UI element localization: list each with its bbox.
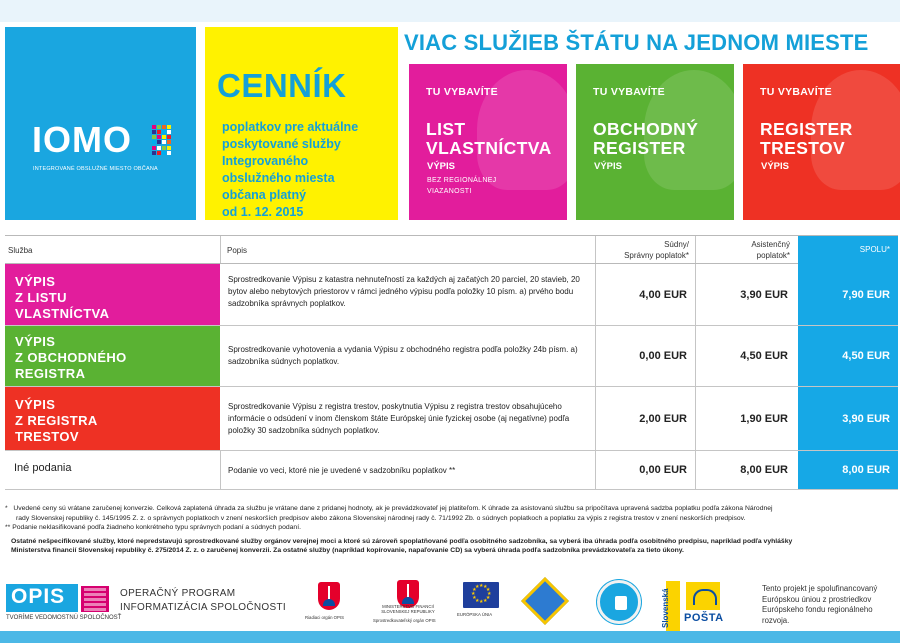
eu-star-icon: ★: [475, 597, 480, 604]
iomo-logo-block: [5, 27, 196, 220]
tile-title-line: LIST: [426, 119, 466, 139]
tile-subtitle: VÝPIS: [427, 161, 455, 172]
header-court-fee-line: Správny poplatok*: [624, 251, 689, 260]
ack-line: Európskou úniou z prostriedkov: [762, 594, 872, 604]
header-total: SPOLU*: [798, 236, 898, 264]
assist-fee-value: 3,90 EUR: [740, 289, 788, 301]
footnote-2: ** Podanie neklasifikované podľa žiadneho konkrétneho typu správnych podaní a súdnych podaní.: [5, 524, 301, 532]
subtitle-line: poplatkov pre aktuálne: [222, 120, 359, 134]
mosaic-square: [162, 151, 166, 155]
header-assist-fee-line: Asistenčný: [751, 240, 790, 249]
service-name: [5, 387, 220, 450]
mosaic-square: [152, 135, 156, 139]
mosaic-square: [157, 130, 161, 134]
mosaic-square: [152, 146, 156, 150]
divider: [695, 326, 696, 386]
other-services-note: [5, 537, 895, 556]
opis-caption: TVORÍME VEDOMOSTNÚ SPOLOČNOSŤ: [6, 615, 122, 621]
footnote-1: * Uvedené ceny sú vrátane zaručenej konverzie. Celková zaplatená úhrada za službu je vrátane dane z pridanej hodnoty, ak je prevádzkovateľ jej platiteľom. K úhrade za asistovanú službu sa pripočítava upravená sadzba poplatku podľa zákona Národnej: [5, 505, 773, 512]
op-line: INFORMATIZÁCIA SPOLOČNOSTI: [120, 602, 286, 613]
ack-line: rozvoja.: [762, 615, 790, 625]
mosaic-square: [157, 146, 161, 150]
tile-note: [427, 175, 496, 197]
service-name-line: VÝPIS: [15, 274, 56, 289]
ack-line: Európskeho fondu regionálneho: [762, 605, 873, 614]
divider: [695, 264, 696, 325]
court-fee-value: 0,00 EUR: [639, 464, 687, 476]
tile-kicker: TU VYBAVÍTE: [760, 86, 832, 98]
eu-cofinancing-note: [762, 584, 896, 626]
service-name-line: VÝPIS: [15, 334, 56, 349]
price-list-subtitle: [222, 119, 392, 221]
service-name: [5, 264, 220, 325]
opis-bars-icon: [81, 586, 109, 612]
assist-fee-value: 4,50 EUR: [740, 350, 788, 362]
total-value: 4,50 EUR: [798, 326, 898, 386]
posta-vertical-text: Slovenská: [661, 588, 670, 628]
mosaic-square: [167, 146, 171, 150]
subtitle-line: obslužného miesta: [222, 171, 335, 185]
mosaic-square: [167, 135, 171, 139]
service-name-line: VLASTNÍCTVA: [15, 306, 110, 321]
footnotes: [5, 504, 895, 556]
ministry-emblem-icon: [521, 577, 569, 625]
service-description: Sprostredkovanie Výpisu z registra trestov, poskytnutia Výpisu z registra trestov obsahujúceho informácie o odsúdení v inom členskom štáte Európskej únie fyzickej osobe (aj negatívne) podľa položky 30 sadzobníka súdnych poplatkov.: [228, 402, 570, 435]
mosaic-square: [162, 146, 166, 150]
tile-register-trestov: [743, 64, 900, 220]
mosaic-square: [162, 140, 166, 144]
other-services-line: Ostatné nešpecifikované služby, ktoré nepredstavujú sprostredkované služby orgánov verejnej moci a ktoré sú zároveň spoplatňované podľa osobitného sadzobníka, sa vyberá iba úhrada podľa osobitného predpisu, napríklad podľa vyhlášky: [11, 537, 793, 545]
divider: [595, 264, 596, 325]
price-list-block: [205, 27, 398, 220]
subtitle-line: od 1. 12. 2015: [222, 205, 304, 219]
divider: [595, 387, 596, 450]
eu-flag-icon: [463, 582, 499, 608]
mosaic-square: [152, 130, 156, 134]
eu-star-icon: ★: [479, 599, 484, 605]
tile-title-line: REGISTER: [760, 119, 853, 139]
tile-title-line: REGISTER: [593, 138, 686, 158]
banner-title: VIAC SLUŽIEB ŠTÁTU NA JEDNOM MIESTE: [404, 30, 869, 55]
table-header-row: [5, 235, 898, 264]
service-description: Sprostredkovanie vyhotovenia a vydania Výpisu z obchodného registra podľa položky 24b písm. a) sadzobníka súdnych poplatkov.: [228, 345, 578, 366]
tile-title-line: OBCHODNÝ: [593, 119, 699, 139]
eu-star-icon: ★: [483, 584, 488, 591]
tile-title: [426, 120, 552, 158]
service-description: Podanie vo veci, ktoré nie je uvedené v sadzobníku poplatkov **: [228, 466, 456, 475]
table-row: [5, 451, 898, 489]
mosaic-square: [152, 125, 156, 129]
tile-note-line: BEZ REGIONÁLNEJ: [427, 177, 497, 184]
iomo-mosaic-icon: [152, 125, 172, 155]
tile-kicker: TU VYBAVÍTE: [426, 86, 498, 98]
tile-obchodny-register: [576, 64, 734, 220]
opis-wordmark: OPIS: [6, 584, 78, 612]
eu-star-icon: ★: [475, 584, 480, 591]
eu-star-icon: ★: [479, 583, 484, 589]
divider: [595, 326, 596, 386]
mosaic-square: [157, 125, 161, 129]
divider: [220, 236, 221, 263]
subtitle-line: poskytované služby: [222, 137, 341, 151]
divider: [220, 451, 221, 489]
service-name: [5, 326, 220, 386]
eu-star-icon: ★: [483, 597, 488, 604]
mosaic-square: [167, 125, 171, 129]
mosaic-square: [167, 130, 171, 134]
divider: [595, 236, 596, 263]
footnote-line: Uvedené ceny sú vrátane zaručenej konverzie. Celková zaplatená úhrada za službu je vrátane dane z pridanej hodnoty, ak je prevádzkovateľ jej platiteľom. K úhrade za asistovanú službu sa pripočítava upravená sadzba poplatku podľa zákona Národnej: [13, 505, 773, 512]
top-band: [0, 0, 900, 22]
court-fee-value: 0,00 EUR: [639, 350, 687, 362]
table-row: [5, 387, 898, 450]
divider: [695, 451, 696, 489]
header-service: Služba: [8, 246, 33, 255]
divider: [595, 451, 596, 489]
court-fee-value: 4,00 EUR: [639, 289, 687, 301]
tile-note-line: VIAZANOSTI: [427, 188, 472, 195]
mosaic-square: [157, 135, 161, 139]
price-list-title: CENNÍK: [217, 67, 347, 104]
footnote-line: Podanie neklasifikované podľa žiadneho konkrétneho typu správnych podaní a súdnych podaní.: [12, 524, 301, 532]
eu-star-icon: ★: [485, 587, 491, 593]
tile-subtitle: VÝPIS: [761, 161, 789, 172]
tile-title-line: VLASTNÍCTVA: [426, 138, 552, 158]
state-seal-icon: [597, 580, 641, 624]
divider: [695, 387, 696, 450]
mosaic-square: [157, 140, 161, 144]
operational-program-text: [120, 587, 286, 615]
tile-kicker: TU VYBAVÍTE: [593, 86, 665, 98]
divider: [695, 236, 696, 263]
crest-caption: Riadiaci orgán OPIS: [305, 615, 344, 620]
header-description: Popis: [227, 246, 248, 255]
total-value: 3,90 EUR: [798, 387, 898, 450]
tile-list-vlastnictva: [409, 64, 567, 220]
service-name-line: VÝPIS: [15, 397, 56, 412]
tile-title: [760, 120, 853, 158]
eu-star-icon: ★: [487, 591, 492, 597]
service-name-line: Z LISTU: [15, 290, 67, 305]
eu-star-icon: ★: [471, 591, 476, 597]
post-horn-icon: [686, 582, 720, 610]
mosaic-square: [167, 140, 171, 144]
mosaic-square: [167, 151, 171, 155]
header-assist-fee: [695, 239, 796, 266]
total-value: 7,90 EUR: [798, 264, 898, 325]
slovak-crest-icon: [318, 582, 340, 610]
header-court-fee: [595, 239, 695, 266]
crest-caption: Sprostredkovateľský orgán OPIS: [373, 618, 436, 623]
tile-title: [593, 120, 698, 158]
service-name-line: Z OBCHODNÉHO: [15, 350, 127, 365]
court-fee-value: 2,00 EUR: [639, 413, 687, 425]
ministry-name: MINISTERSTVO FINANCIÍ SLOVENSKEJ REPUBLIKY: [381, 604, 435, 614]
mosaic-square: [152, 151, 156, 155]
eu-star-icon: ★: [485, 595, 491, 601]
subtitle-line: občana platný: [222, 188, 307, 202]
service-name-line: REGISTRA: [15, 366, 86, 381]
mosaic-square: [152, 140, 156, 144]
bottom-band: [0, 631, 900, 643]
service-name-line: TRESTOV: [15, 429, 79, 444]
eu-star-icon: ★: [472, 595, 477, 601]
subtitle-line: Integrovaného: [222, 154, 309, 168]
header-court-fee-line: Súdny/: [664, 240, 689, 249]
other-services-line: Ministerstva financií Slovenskej republiky č. 275/2014 Z. z. o zaručenej konverzii. Za ostatné služby (napríklad kopírovanie, napaľovanie CD) sa vyberá úhrada podľa sadzobníka prevádzkovateľa za tieto úkony.: [11, 547, 684, 555]
service-name: Iné podania: [14, 462, 72, 474]
table-row: [5, 326, 898, 386]
service-description: Sprostredkovanie Výpisu z katastra nehnuteľností za každých aj začatých 20 parciel, 20 stavieb, 20 bytov alebo nebytových priestorov v rámci jedného výpisu podľa položky 10 písm. a) prvého bodu sadzobníka správnych poplatkov.: [228, 275, 580, 308]
posta-wordmark: POŠTA: [684, 612, 724, 624]
total-value: 8,00 EUR: [798, 451, 898, 489]
iomo-wordmark: IOMO: [32, 119, 132, 160]
mosaic-square: [157, 151, 161, 155]
assist-fee-value: 1,90 EUR: [740, 413, 788, 425]
header-assist-fee-line: poplatok*: [756, 251, 790, 260]
op-line: OPERAČNÝ PROGRAM: [120, 588, 236, 599]
eu-star-icon: ★: [472, 587, 477, 593]
row-divider: [5, 489, 898, 490]
service-name-line: Z REGISTRA: [15, 413, 98, 428]
tile-subtitle: VÝPIS: [594, 161, 622, 172]
assist-fee-value: 8,00 EUR: [740, 464, 788, 476]
mosaic-square: [162, 135, 166, 139]
iomo-subtitle: INTEGROVANÉ OBSLUŽNÉ MIESTO OBČANA: [33, 166, 158, 172]
eu-caption: EURÓPSKA ÚNIA: [457, 612, 493, 617]
footnote-line: rady Slovenskej republiky č. 145/1995 Z. z. o správnych poplatkoch v znení neskorších predpisov alebo zákona Slovenskej národnej rady č. 71/1992 Zb. o súdnych poplatkoch a poplatku za výpis z registra trestov v znení neskorších predpisov.: [16, 514, 746, 522]
table-row: [5, 264, 898, 325]
mosaic-square: [162, 130, 166, 134]
mosaic-square: [162, 125, 166, 129]
tile-title-line: TRESTOV: [760, 138, 846, 158]
ack-line: Tento projekt je spolufinancovaný: [762, 584, 878, 593]
